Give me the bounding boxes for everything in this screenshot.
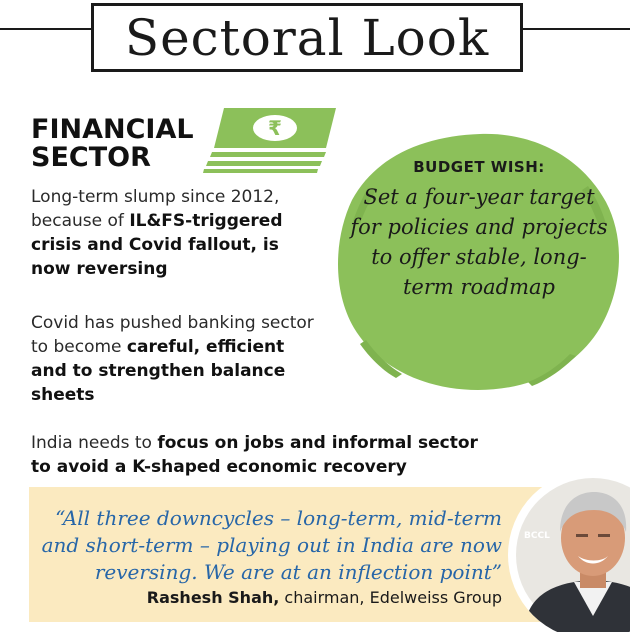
rupee-notes-icon <box>202 104 338 174</box>
page-title: Sectoral Look <box>124 8 490 67</box>
paragraph-jobs-emphasis: focus on jobs and informal sector to avoid a K-shaped economic recovery <box>31 433 478 477</box>
paragraph-jobs <box>31 431 481 479</box>
paragraph-slump-emphasis: IL&FS-triggered crisis and Covid fallout, is now reversing <box>31 211 283 279</box>
quote-name: Rashesh Shah, <box>146 588 280 607</box>
quote-role: chairman, Edelweiss Group <box>279 588 502 607</box>
quote-attribution <box>32 588 502 607</box>
photo-credit: BCCL <box>524 531 550 541</box>
budget-wish-text: Set a four-year target for policies and projects to offer stable, long-term roadmap <box>350 185 608 299</box>
paragraph-banking-emphasis: careful, efficient and to strengthen balance sheets <box>31 337 286 405</box>
title-box <box>91 3 523 72</box>
sector-heading-line1: FINANCIAL <box>31 114 194 145</box>
paragraph-slump <box>31 185 293 281</box>
paragraph-slump-text: Long-term slump since 2012, because of <box>31 187 280 231</box>
budget-wish <box>350 158 608 302</box>
quote-text: “All three downcycles – long-term, mid-term and short-term – playing out in India are now reversing. We are at an inflection point” <box>41 506 502 584</box>
budget-wish-label: BUDGET WISH: <box>413 158 545 176</box>
portrait-photo <box>516 478 630 632</box>
sector-heading <box>31 116 194 172</box>
portrait-frame <box>508 470 630 640</box>
rupee-symbol: ₹ <box>268 116 282 140</box>
paragraph-banking <box>31 311 316 407</box>
paragraph-jobs-text: India needs to <box>31 433 158 453</box>
sector-heading-line2: SECTOR <box>31 142 151 173</box>
paragraph-banking-text: Covid has pushed banking sector to become <box>31 313 314 357</box>
